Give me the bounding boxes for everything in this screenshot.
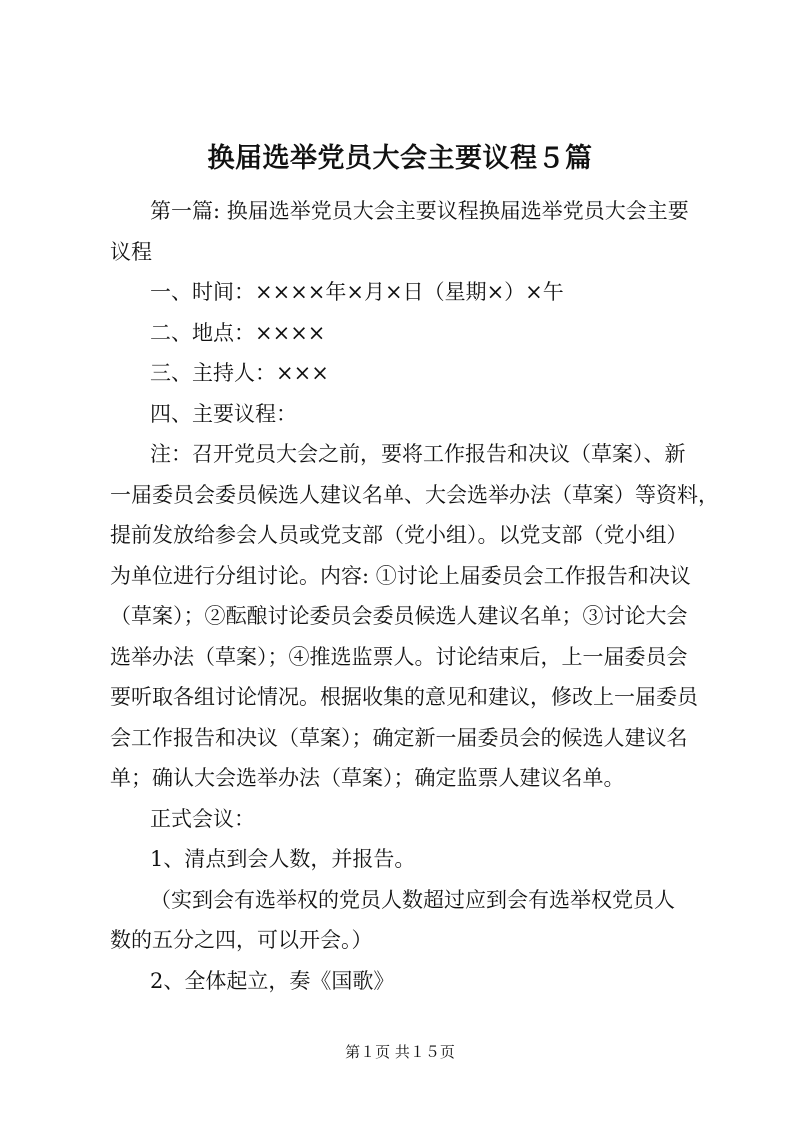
body-line-9: 提前发放给参会人员或党支部（党小组）。以党支部（党小组） (110, 523, 688, 547)
body-line-8: 一届委员会委员候选人建议名单、大会选举办法（草案）等资料， (110, 482, 719, 507)
document-title: 换届选举党员大会主要议程５篇 (207, 143, 593, 174)
body-line-2: 议程 (110, 239, 152, 264)
body-line-13: 要听取各组讨论情况。根据收集的意见和建议，修改上一届委员 (110, 685, 698, 709)
body-line-5: 三、主持人：××× (150, 361, 329, 385)
body-line-12: 选举办法（草案）；④推选监票人。讨论结束后，上一届委员会 (110, 644, 688, 669)
body-line-7: 注：召开党员大会之前，要将工作报告和决议（草案）、新 (150, 442, 686, 466)
body-line-18: （实到会有选举权的党员人数超过应到会有选举权党员人 (150, 887, 675, 912)
body-line-6: 四、主要议程： (150, 401, 297, 426)
body-line-14: 会工作报告和决议（草案）；确定新一届委员会的候选人建议名 (110, 725, 688, 750)
body-line-10: 为单位进行分组讨论。内容: ①讨论上届委员会工作报告和决议 (110, 563, 691, 588)
body-line-17: 1、清点到会人数，并报告。 (150, 847, 416, 871)
body-line-19: 数的五分之四，可以开会。） (110, 928, 373, 952)
body-line-15: 单；确认大会选举办法（草案）；确定监票人建议名单。 (110, 766, 625, 790)
body-line-3: 一、时间：××××年×月×日（星期×）×午 (150, 280, 564, 304)
document-body (110, 191, 719, 1001)
body-line-4: 二、地点：×××× (150, 320, 326, 345)
body-line-11: （草案）；②酝酿讨论委员会委员候选人建议名单；③讨论大会 (110, 604, 688, 628)
page-footer: 第１页 共１５页 (345, 1043, 455, 1061)
body-line-16: 正式会议： (150, 806, 255, 831)
body-line-20: 2、全体起立，奏《国歌》 (150, 968, 395, 993)
body-line-1: 第一篇: 换届选举党员大会主要议程换届选举党员大会主要 (150, 199, 689, 223)
